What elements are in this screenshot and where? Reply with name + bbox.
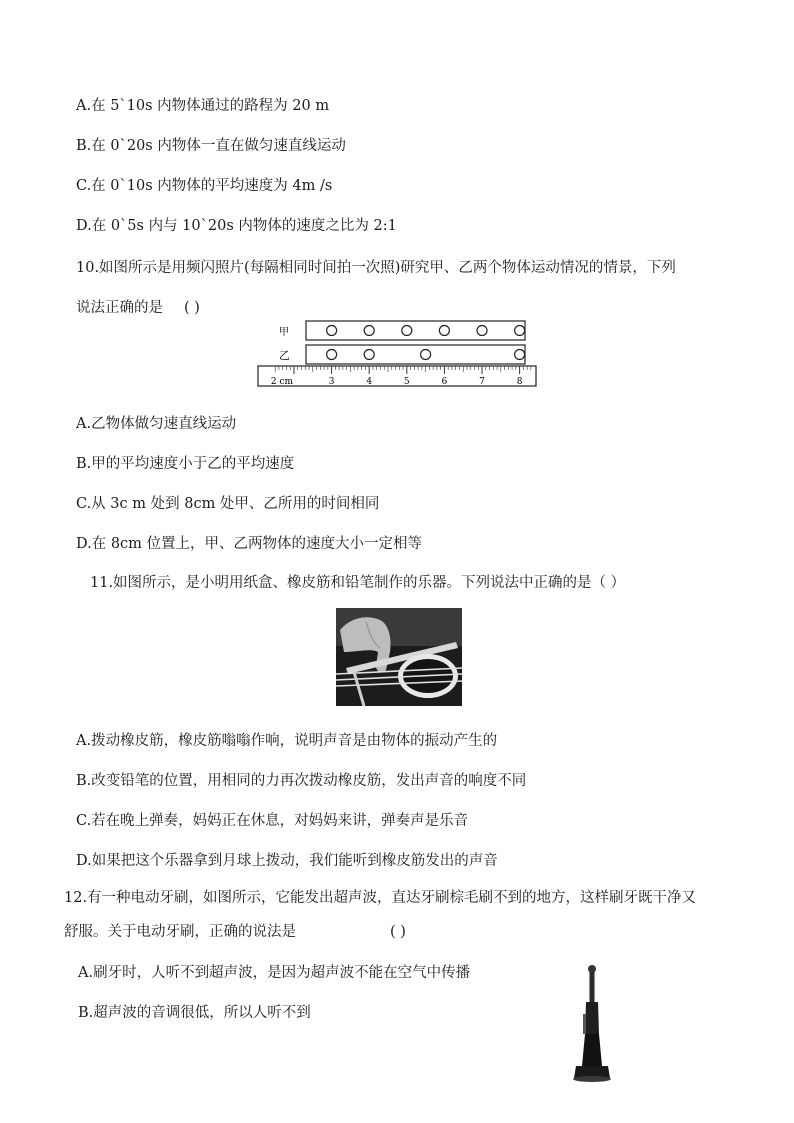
- q10-answer-paren: ( ): [184, 300, 200, 316]
- yi-position-dot: [515, 350, 525, 360]
- q12-stem-line1: 12.有一种电动牙刷，如图所示，它能发出超声波，直达牙刷棕毛刷不到的地方，这样刷牙既干净又: [64, 890, 697, 906]
- q9-option-b: B.在 0`20s 内物体一直在做匀速直线运动: [76, 138, 346, 154]
- q9-option-a: A.在 5`10s 内物体通过的路程为 20 m: [76, 98, 330, 114]
- q12-answer-paren: ( ): [390, 924, 406, 940]
- q11-option-a: A.拨动橡皮筋，橡皮筋嗡嗡作响，说明声音是由物体的振动产生的: [76, 733, 498, 749]
- row-label-yi: 乙: [279, 349, 290, 362]
- ruler-label: 4: [366, 377, 373, 387]
- jia-position-dot: [439, 326, 449, 336]
- ruler-label: 2 cm: [270, 377, 294, 387]
- q10-option-b: B.甲的平均速度小于乙的平均速度: [76, 456, 295, 472]
- track-jia: [306, 321, 525, 340]
- q10-stem-line1: 10.如图所示是用频闪照片(每隔相同时间拍一次照)研究甲、乙两个物体运动情况的情景，下列: [76, 260, 676, 276]
- q11-option-d: D.如果把这个乐器拿到月球上拨动，我们能听到橡皮筋发出的声音: [76, 853, 498, 869]
- q10-option-c: C.从 3c m 处到 8cm 处甲、乙所用的时间相同: [76, 496, 380, 512]
- electric-toothbrush-image: [568, 962, 614, 1084]
- yi-position-dot: [421, 350, 431, 360]
- jia-position-dot: [515, 326, 525, 336]
- ruler-label: 5: [403, 377, 410, 387]
- q10-stem-line2: 说法正确的是: [76, 300, 163, 316]
- q11-option-c: C.若在晚上弹奏，妈妈正在休息，对妈妈来讲，弹奏声是乐音: [76, 813, 469, 829]
- q12-option-a: A.刷牙时，人听不到超声波，是因为超声波不能在空气中传播: [78, 965, 471, 981]
- jia-position-dot: [402, 326, 412, 336]
- jia-position-dot: [327, 326, 337, 336]
- ruler-label: 8: [516, 377, 523, 387]
- row-label-jia: 甲: [279, 327, 289, 338]
- track-yi: [306, 345, 525, 364]
- ruler: [258, 366, 536, 386]
- q10-option-a: A.乙物体做匀速直线运动: [76, 416, 237, 432]
- ruler-label: 3: [328, 377, 335, 387]
- q11-option-b: B.改变铅笔的位置，用相同的力再次拨动橡皮筋，发出声音的响度不同: [76, 773, 527, 789]
- q9-option-c: C.在 0`10s 内物体的平均速度为 4m /s: [76, 178, 333, 194]
- q12-option-b: B.超声波的音调很低，所以人听不到: [78, 1005, 311, 1021]
- yi-position-dot: [327, 350, 337, 360]
- q12-stem-line2: 舒服。关于电动牙刷，正确的说法是: [64, 924, 296, 940]
- q11-instrument-photo: [336, 608, 462, 706]
- jia-position-dot: [477, 326, 487, 336]
- ruler-label: 7: [479, 377, 485, 387]
- ruler-label: 6: [441, 377, 448, 387]
- q11-stem: 11.如图所示，是小明用纸盒、橡皮筋和铅笔制作的乐器。下列说法中正确的是（ ）: [90, 575, 626, 591]
- q10-strobe-figure: [255, 318, 540, 390]
- yi-position-dot: [364, 350, 374, 360]
- jia-position-dot: [364, 326, 374, 336]
- q9-option-d: D.在 0`5s 内与 10`20s 内物体的速度之比为 2:1: [76, 218, 397, 234]
- q10-option-d: D.在 8cm 位置上，甲、乙两物体的速度大小一定相等: [76, 536, 423, 552]
